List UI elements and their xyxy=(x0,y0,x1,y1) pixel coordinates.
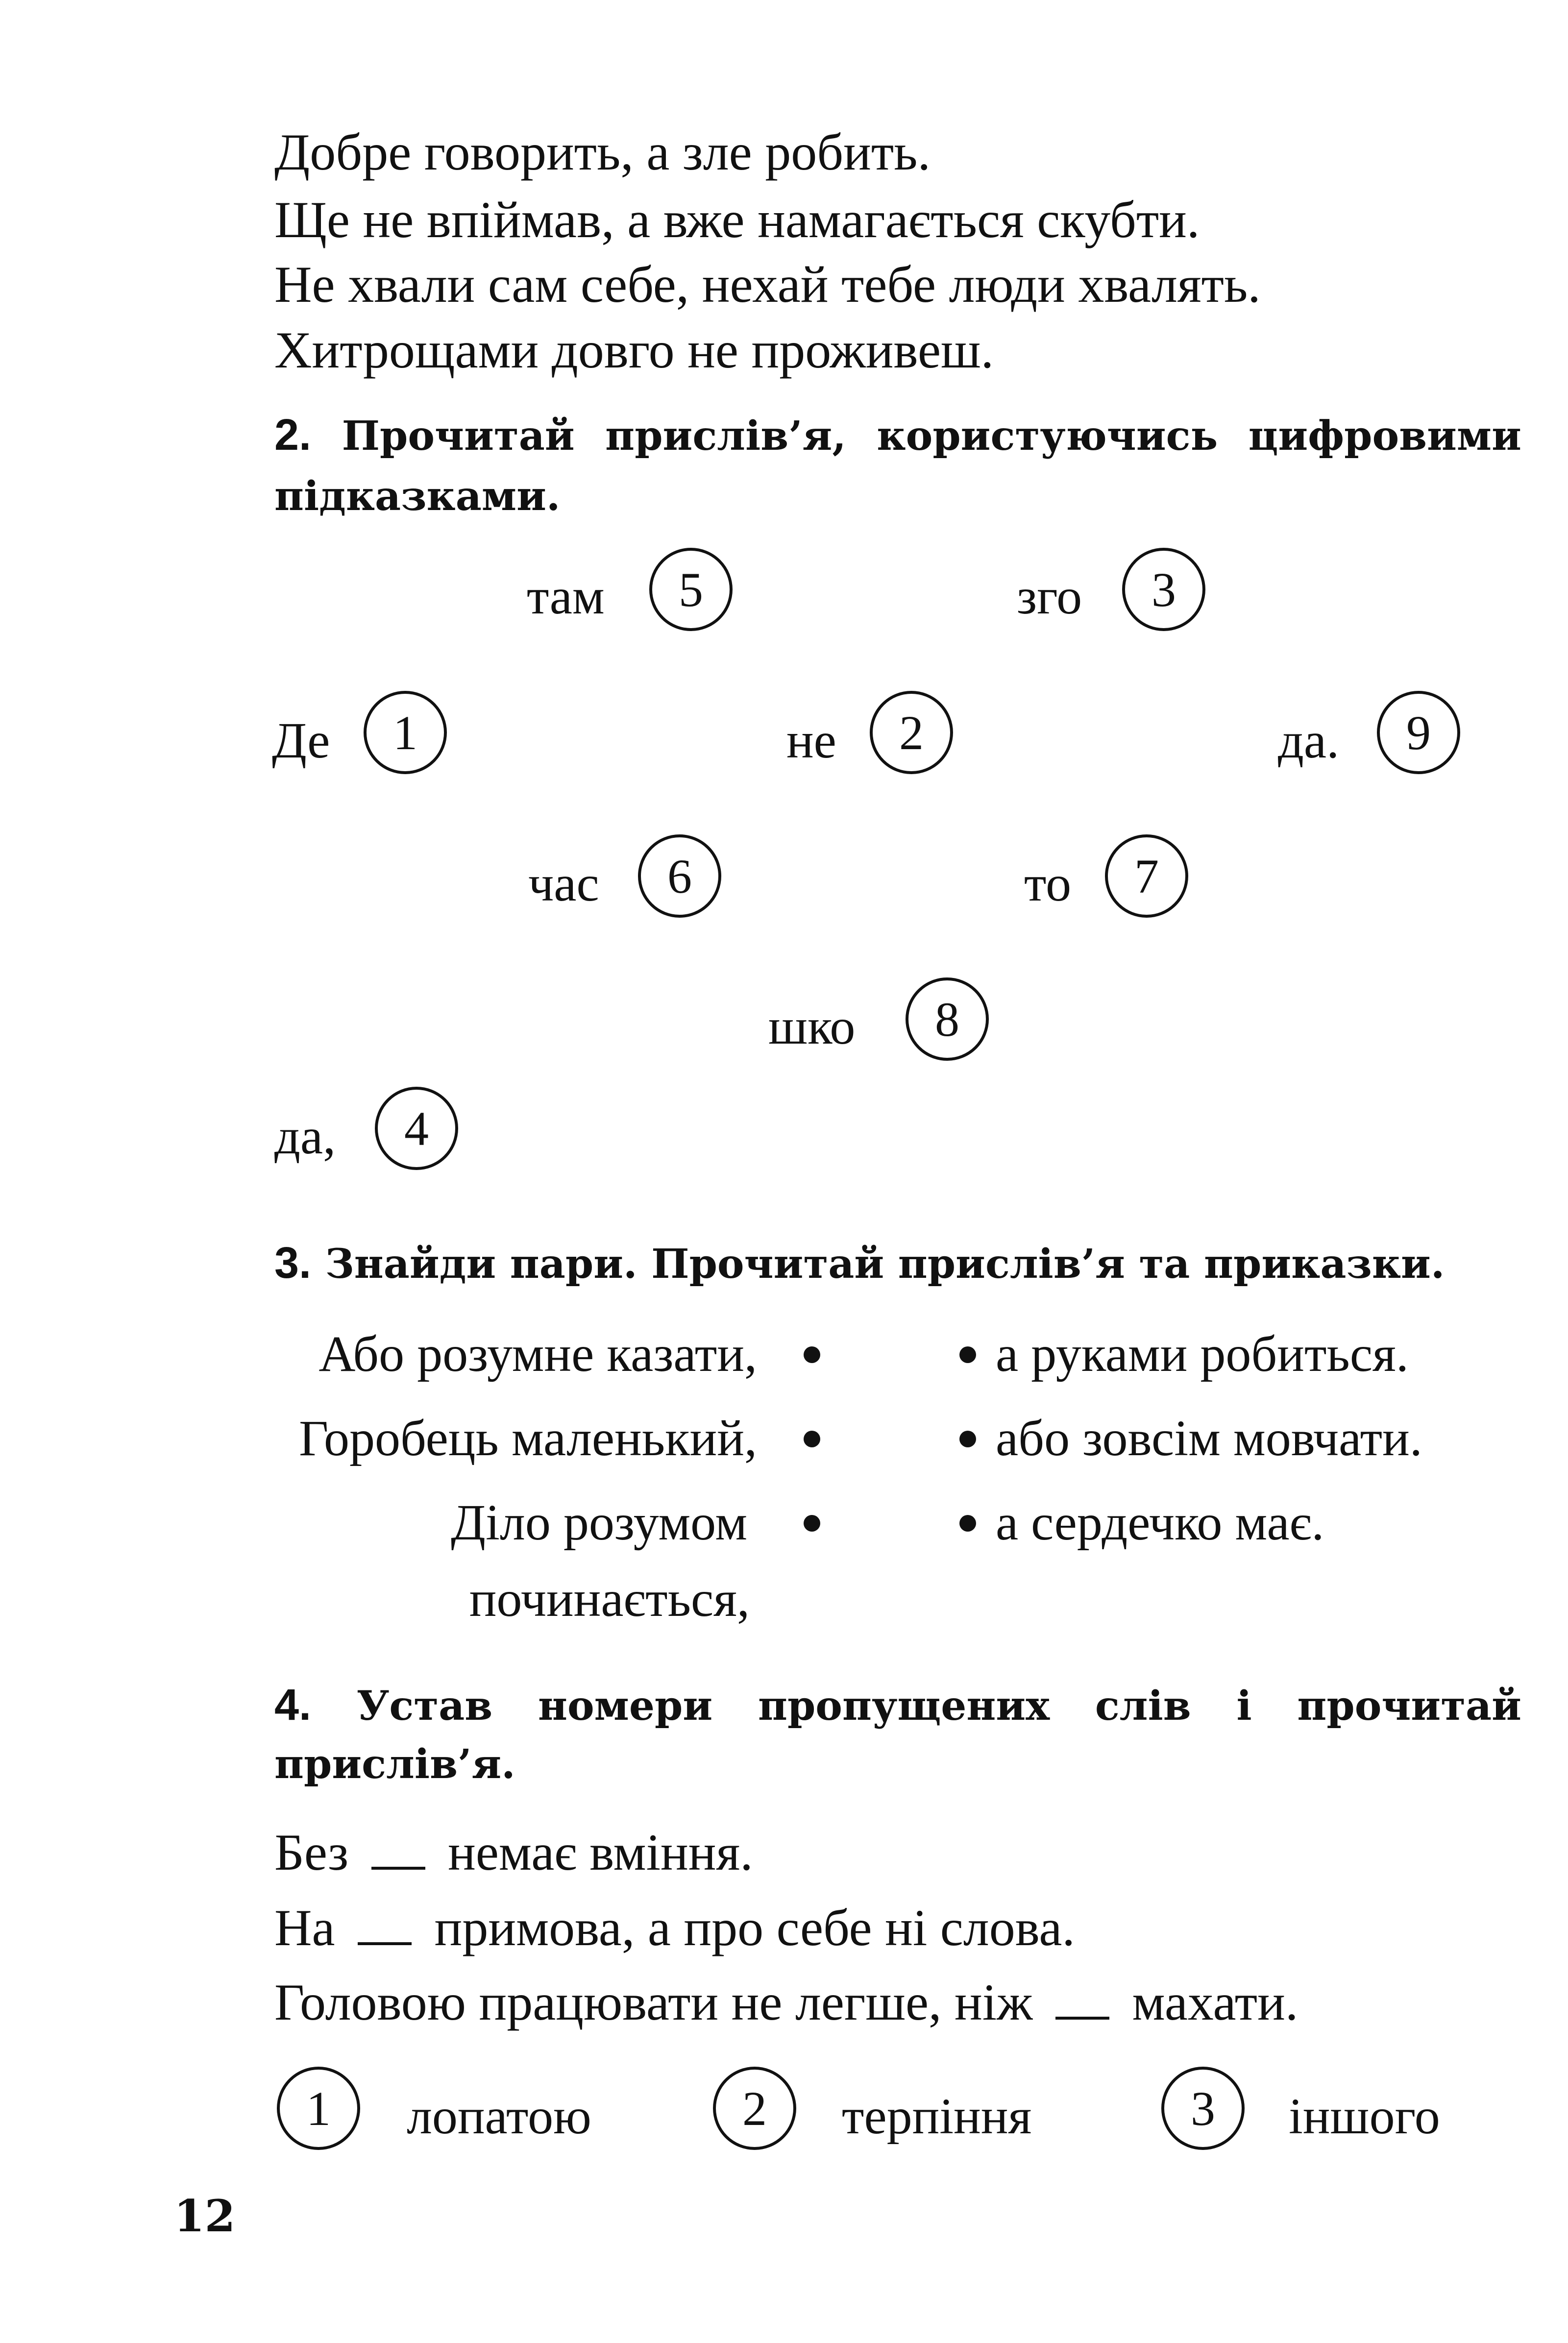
hint-word-8: шко xyxy=(768,999,856,1055)
page-number: 12 xyxy=(174,2190,236,2242)
match-right-dot-2[interactable] xyxy=(959,1431,976,1447)
hint-circle-2: 2 xyxy=(870,691,953,774)
task4-number: 4. xyxy=(274,1681,312,1730)
fill-sentence-2 xyxy=(274,1899,1075,1956)
match-right-3: а сердечко має. xyxy=(996,1494,1324,1551)
blank-2[interactable] xyxy=(358,1942,412,1945)
fill-sentence-3-after: махати. xyxy=(1132,1974,1298,2031)
match-left-2: Горобець маленький, xyxy=(299,1410,757,1466)
proverb-line-3: Не хвали сам себе, нехай тебе люди хвалять. xyxy=(274,256,1261,313)
task3-title xyxy=(274,1235,1445,1292)
hint-circle-8: 8 xyxy=(906,977,989,1061)
match-right-1: а руками робиться. xyxy=(996,1326,1409,1382)
option-circle-1: 1 xyxy=(277,2067,360,2150)
fill-sentence-1-after: немає вміння. xyxy=(448,1824,753,1881)
task3-number: 3. xyxy=(274,1239,312,1288)
task3-title-text: Знайди пари. Прочитай прислів’я та приказки. xyxy=(325,1241,1445,1288)
fill-sentence-3 xyxy=(274,1974,1298,2031)
task4-title-line2: прислів’я. xyxy=(274,1741,515,1788)
task2-title-line1 xyxy=(274,407,1521,464)
match-left-dot-2[interactable] xyxy=(804,1431,820,1447)
proverb-line-1: Добре говорить, а зле робить. xyxy=(274,123,931,181)
match-left-3: Діло розумом xyxy=(451,1494,747,1551)
proverb-line-4: Хитрощами довго не проживеш. xyxy=(274,321,994,379)
task4-title-line1 xyxy=(274,1677,1521,1734)
hint-circle-9: 9 xyxy=(1377,691,1460,774)
fill-sentence-2-before: На xyxy=(274,1899,335,1956)
hint-circle-1: 1 xyxy=(364,691,447,774)
blank-1[interactable] xyxy=(371,1867,425,1870)
hint-circle-5: 5 xyxy=(649,548,733,631)
proverb-line-2: Ще не впіймав, а вже намагається скубти. xyxy=(274,191,1200,248)
option-circle-2: 2 xyxy=(713,2067,796,2150)
task2-title-text: Прочитай прислів’я, користуючись цифровими xyxy=(342,413,1521,460)
hint-word-9: да. xyxy=(1278,712,1340,769)
hint-circle-3: 3 xyxy=(1122,548,1205,631)
hint-circle-7: 7 xyxy=(1105,834,1188,918)
match-right-dot-3[interactable] xyxy=(959,1515,976,1532)
fill-sentence-2-after: примова, а про себе ні слова. xyxy=(434,1899,1075,1956)
blank-3[interactable] xyxy=(1055,2017,1109,2020)
task4-title-text: Устав номери пропущених слів і прочитай xyxy=(356,1683,1521,1730)
fill-sentence-1 xyxy=(274,1824,753,1881)
hint-word-2: не xyxy=(786,712,836,769)
hint-word-6: час xyxy=(528,855,599,912)
match-left-4: починається, xyxy=(469,1571,750,1627)
hint-circle-4: 4 xyxy=(375,1087,458,1170)
option-word-3: іншого xyxy=(1289,2088,1440,2145)
option-word-1: лопатою xyxy=(407,2088,591,2145)
task2-number: 2. xyxy=(274,411,312,460)
option-word-2: терпіння xyxy=(842,2088,1032,2145)
match-right-2: або зовсім мовчати. xyxy=(996,1410,1422,1466)
fill-sentence-3-before: Головою працювати не легше, ніж xyxy=(274,1974,1033,2031)
match-left-dot-1[interactable] xyxy=(804,1346,820,1363)
match-left-dot-3[interactable] xyxy=(804,1515,820,1532)
hint-word-5: там xyxy=(527,568,605,625)
match-left-1: Або розумне казати, xyxy=(318,1326,757,1382)
hint-circle-6: 6 xyxy=(638,834,721,918)
fill-sentence-1-before: Без xyxy=(274,1824,349,1881)
task2-title-line2: підказками. xyxy=(274,473,561,520)
hint-word-1: Де xyxy=(272,712,330,769)
hint-word-7: то xyxy=(1024,855,1072,912)
option-circle-3: 3 xyxy=(1161,2067,1245,2150)
hint-word-3: зго xyxy=(1017,568,1082,625)
match-right-dot-1[interactable] xyxy=(959,1346,976,1363)
hint-word-4: да, xyxy=(274,1108,336,1165)
